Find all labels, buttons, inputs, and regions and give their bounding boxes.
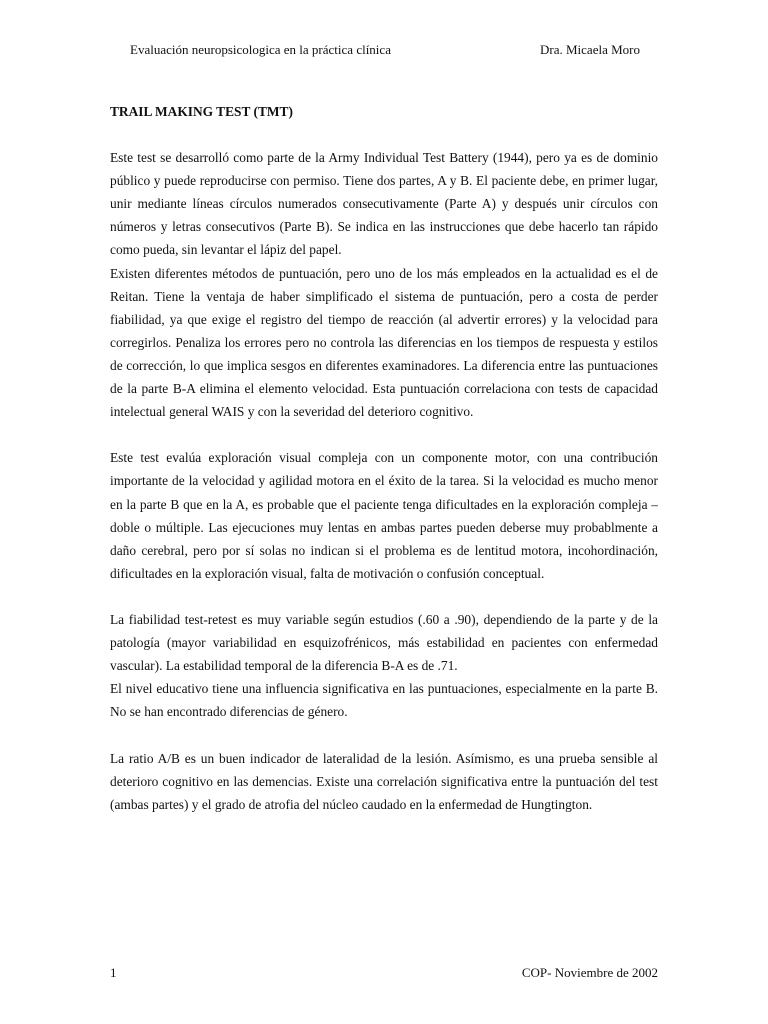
paragraph-scoring: Existen diferentes métodos de puntuación, pero uno de los más empleados en la actualidad es el de Reitan. Tiene la ventaja de haber simplificado el sistema de puntuación, pero a costa de perder fiabilidad, ya que exige el registro del tiempo de reacción (al advertir errores) y la velocidad para corregirlos. Penaliza los errores pero no controla las diferencias en los tiempos de respuesta y estilos de corrección, lo que implica sesgos en diferentes examinadores. La diferencia entre las puntuaciones de la parte B-A elimina el elemento velocidad. Esta puntuación correlaciona con tests de capacidad intelectual general WAIS y con la severidad del deterioro cognitivo. <box>110 265 658 420</box>
paragraph-intro: Este test se desarrolló como parte de la Army Individual Test Battery (1944), pero ya es de dominio público y puede reproducirse con permiso. Tiene dos partes, A y B. El paciente debe, en primer lugar, unir mediante líneas círculos numerados consecutivamente (Parte A) y después unir círculos con números y letras consecutivos (Parte B). Se indica en las instrucciones que debe hacerlo tan rápido como pueda, sin levantar el lápiz del papel. <box>110 150 658 258</box>
paragraph-reliability: La fiabilidad test-retest es muy variable según estudios (.60 a .90), dependiendo de la parte y de la patología (mayor variabilidad en esquizofrénicos, más estabilidad en pacientes con enfermedad vascular). La estabilidad temporal de la diferencia B-A es de .71. <box>110 611 658 674</box>
footer-date: COP- Noviembre de 2002 <box>521 965 658 980</box>
paragraph-education: El nivel educativo tiene una influencia significativa en las puntuaciones, especialmente en la parte B. No se han encontrado diferencias de género. <box>110 681 658 720</box>
paragraph-gap <box>110 585 658 608</box>
header-author: Dra. Micaela Moro <box>540 42 640 57</box>
paragraph-ratio: La ratio A/B es un buen indicador de lateralidad de la lesión. Asímismo, es una prueba sensible al deterioro cognitivo en las demencias. Existe una correlación significativa entre la puntuación del test (ambas partes) y el grado de atrofia del núcleo caudado en la enfermedad de Hungtington. <box>110 750 658 812</box>
paragraph-gap <box>110 723 658 746</box>
document-body <box>110 100 658 816</box>
section-title: TRAIL MAKING TEST (TMT) <box>110 104 293 119</box>
paragraph-evaluation: Este test evalúa exploración visual compleja con un componente motor, con una contribución importante de la velocidad y agilidad motora en el éxito de la tarea. Si la velocidad es mucho menor en la parte B que en la A, es probable que el paciente tenga dificultades en la exploración compleja –doble o múltiple. Las ejecuciones muy lentas en ambas partes pueden deberse muy probablmente a daño cerebral, pero por sí solas no indican si el problema es de lentitud motora, incohordinación, dificultades en la exploración visual, falta de motivación o confusión conceptual. <box>110 450 658 581</box>
page-number: 1 <box>110 965 117 980</box>
header-document-title: Evaluación neuropsicologica en la práctica clínica <box>130 42 391 57</box>
paragraph-gap <box>110 423 658 446</box>
